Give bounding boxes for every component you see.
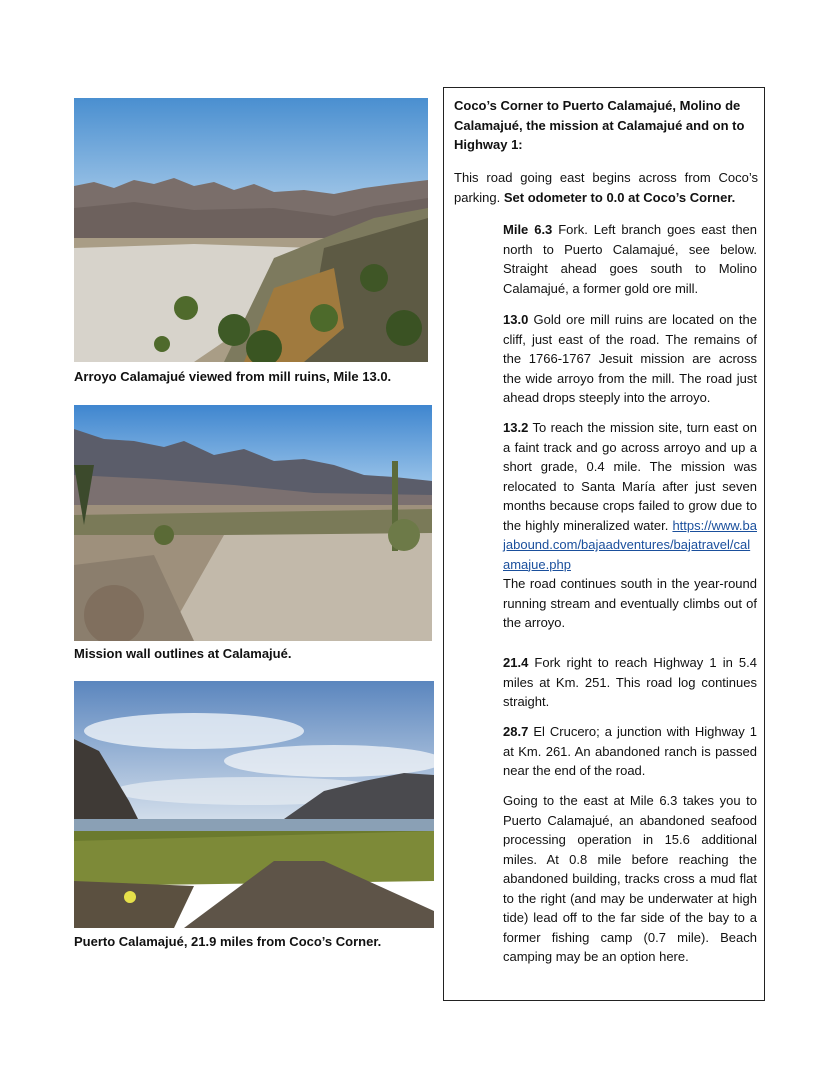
entry-text: Gold ore mill ruins are located on the cliff, just east of the road. The remains of the 1766-1767 Jesuit mission are across the wide arroyo from the mill. The road just ahead drops steeply into the arroyo. [503, 312, 757, 405]
entry-text: El Crucero; a junction with Highway 1 at Km. 261. An abandoned ranch is passed near the end of the road. [503, 724, 757, 778]
entry-mile-label: 28.7 [503, 724, 529, 739]
bajabound-link[interactable]: https://www.bajabound.com/bajaadventures/bajatravel/calamajue.php [503, 517, 757, 572]
entry-mile-label: 13.0 [503, 312, 529, 327]
stream-paragraph: The road continues south in the year-round running stream and eventually climbs out of the arroyo. [503, 576, 757, 630]
road-log-title: Coco’s Corner to Puerto Calamajué, Molino de Calamajué, the mission at Calamajué and on to Highway 1: [454, 98, 745, 152]
entry-mile-28-7 [503, 722, 757, 781]
entry-mile-13-2 [503, 418, 757, 574]
final-paragraph: Going to the east at Mile 6.3 takes you to Puerto Calamajué, an abandoned seafood processing operation in 15.6 additional miles. At 0.8 mile before reaching the abandoned building, tracks cross a mud flat to the right (and may be underwater at high tide) lead off to the far side of the bay to a former fishing camp (0.7 mile). Beach camping may be an option here. [503, 793, 757, 964]
mission-landscape-image [74, 405, 432, 641]
photo-caption-puerto: Puerto Calamajué, 21.9 miles from Coco’s Corner. [74, 934, 382, 949]
puerto-landscape-image [74, 681, 434, 928]
photo-caption-arroyo: Arroyo Calamajué viewed from mill ruins, Mile 13.0. [74, 369, 392, 384]
photo-caption-mission: Mission wall outlines at Calamajué. [74, 646, 292, 661]
intro-bold-instruction: Set odometer to 0.0 at Coco’s Corner. [503, 189, 736, 205]
arroyo-landscape-image [74, 98, 428, 362]
photo-arroyo-calamajue [74, 98, 428, 362]
entry-text: To reach the mission site, turn east on a faint track and go across arroyo and up a short grade, 0.4 mile. The mission was relocated to Santa María after just seven months because crops failed to grow due to the highly mineralized water. [503, 420, 757, 533]
photo-mission-walls [74, 405, 432, 641]
entry-mile-6-3 [503, 220, 757, 298]
entry-mile-13-0 [503, 310, 757, 408]
entry-mile-label: 13.2 [503, 420, 529, 435]
entry-text: Fork. Left branch goes east then north to Puerto Calamajué, see below. Straight ahead goes south to Molino Calamajué, a former gold ore mill. [503, 222, 758, 296]
intro-paragraph [454, 168, 758, 207]
entry-mile-label: Mile 6.3 [503, 222, 553, 237]
road-log-textbox [443, 87, 765, 1001]
entry-text: Fork right to reach Highway 1 in 5.4 miles at Km. 251. This road log continues straight. [503, 655, 757, 709]
entry-mile-label: 21.4 [503, 655, 529, 670]
intro-text: This road going east begins across from Coco’s parking. [454, 170, 758, 205]
photo-puerto-calamajue [74, 681, 434, 928]
entry-mile-21-4 [503, 653, 757, 712]
